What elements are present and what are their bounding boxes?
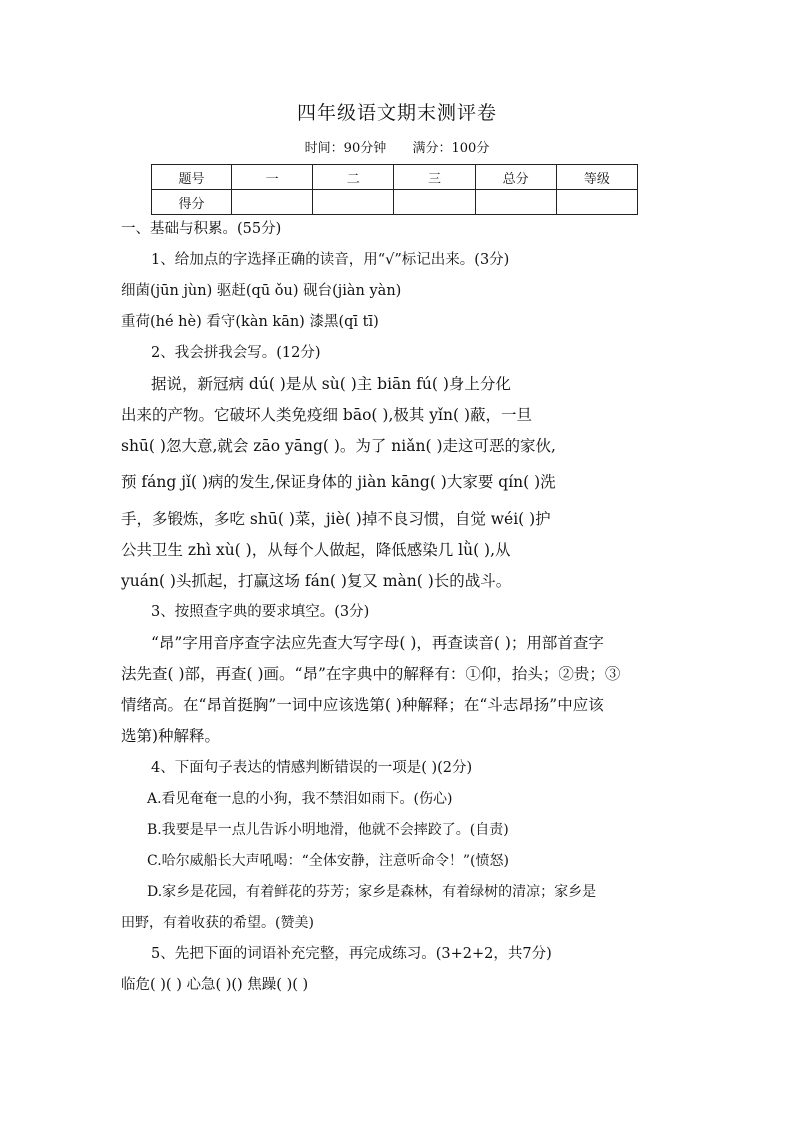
section-heading: 一、基础与积累。(55分): [121, 221, 282, 237]
score-row-label: 得分: [152, 190, 232, 215]
question-2-line: 据说，新冠病 dú( )是从 sù( )主 biān fú( )身上分化: [151, 375, 511, 393]
question-4-option-d-cont: 田野，有着收获的希望。(赞美): [121, 915, 314, 931]
page-title: 四年级语文期末测评卷: [296, 102, 497, 124]
question-2-line: 预 fáng jǐ( )病的发生,保证身体的 jiàn kāng( )大家要 qín( )洗: [121, 473, 556, 491]
score-cell[interactable]: [232, 190, 313, 215]
score-table-header-cell: 总分: [475, 165, 556, 190]
score-table-header-cell: 二: [313, 165, 394, 190]
score-cell[interactable]: [556, 190, 637, 215]
question-1-line: 重荷(hé hè) 看守(kàn kān) 漆黑(qī tī): [121, 314, 379, 330]
question-3-line: 法先查( )部，再查( )画。“昂”在字典中的解释有：①仰，抬头；②贵；③: [121, 665, 621, 683]
question-2-title: 2、我会拼我会写。(12分): [151, 345, 321, 361]
question-1-title: 1、给加点的字选择正确的读音，用“√”标记出来。(3分): [151, 252, 510, 268]
question-4-option-a[interactable]: A.看见奄奄一息的小狗，我不禁泪如雨下。(伤心): [147, 791, 453, 807]
score-table-header-cell: 一: [232, 165, 313, 190]
question-3-line: 情绪高。在“昂首挺胸”一词中应该选第( )种解释；在“斗志昂扬”中应该: [121, 696, 604, 714]
time-limit: 时间：90分钟: [304, 141, 387, 156]
score-table-header-cell: 题号: [152, 165, 232, 190]
score-table-header-row: [152, 165, 638, 190]
question-2-line: shū( )忽大意,就会 zāo yāng( )。为了 niǎn( )走这可恶的家伙,: [121, 437, 556, 455]
exam-info: [0, 137, 794, 156]
question-4-option-b[interactable]: B.我要是早一点儿告诉小明地滑，他就不会摔跤了。(自责): [147, 822, 509, 838]
question-3-line: 选第)种解释。: [121, 727, 221, 745]
question-3-line: “昂”字用音序查字法应先查大写字母( )，再查读音( )；用部首查字: [151, 634, 604, 652]
score-table-header-cell: 三: [394, 165, 475, 190]
question-2-line: 公共卫生 zhì xù( )，从每个人做起，降低感染几 lǜ( ),从: [121, 541, 511, 559]
score-cell[interactable]: [394, 190, 475, 215]
question-4-option-c[interactable]: C.哈尔威船长大声吼喝：“全体安静，注意听命令！”(愤怒): [147, 853, 509, 869]
question-1-line: 细菌(jūn jùn) 驱赶(qū ǒu) 砚台(jiàn yàn): [121, 283, 402, 299]
score-cell[interactable]: [313, 190, 394, 215]
score-table: [151, 164, 638, 215]
question-5-line: 临危( )( ) 心急( )() 焦躁( )( ): [121, 977, 309, 993]
question-4-option-d[interactable]: D.家乡是花园，有着鲜花的芬芳；家乡是森林，有着绿树的清凉；家乡是: [147, 884, 597, 900]
question-4-title: 4、下面句子表达的情感判断错误的一项是( )(2分): [151, 760, 473, 776]
question-3-title: 3、按照查字典的要求填空。(3分): [151, 604, 370, 620]
score-cell[interactable]: [475, 190, 556, 215]
question-2-line: 手，多锻炼，多吃 shū( )菜，jiè( )掉不良习惯，自觉 wéi( )护: [121, 510, 551, 528]
full-score: 满分：100分: [412, 141, 490, 156]
score-table-score-row: [152, 190, 638, 215]
score-table-header-cell: 等级: [556, 165, 637, 190]
question-2-line: yuán( )头抓起，打赢这场 fán( )复又 màn( )长的战斗。: [121, 572, 512, 590]
question-5-title: 5、先把下面的词语补充完整，再完成练习。(3+2+2，共7分): [151, 946, 552, 962]
question-2-line: 出来的产物。它破坏人类免疫细 bāo( ),极其 yǐn( )蔽，一旦: [121, 406, 533, 424]
